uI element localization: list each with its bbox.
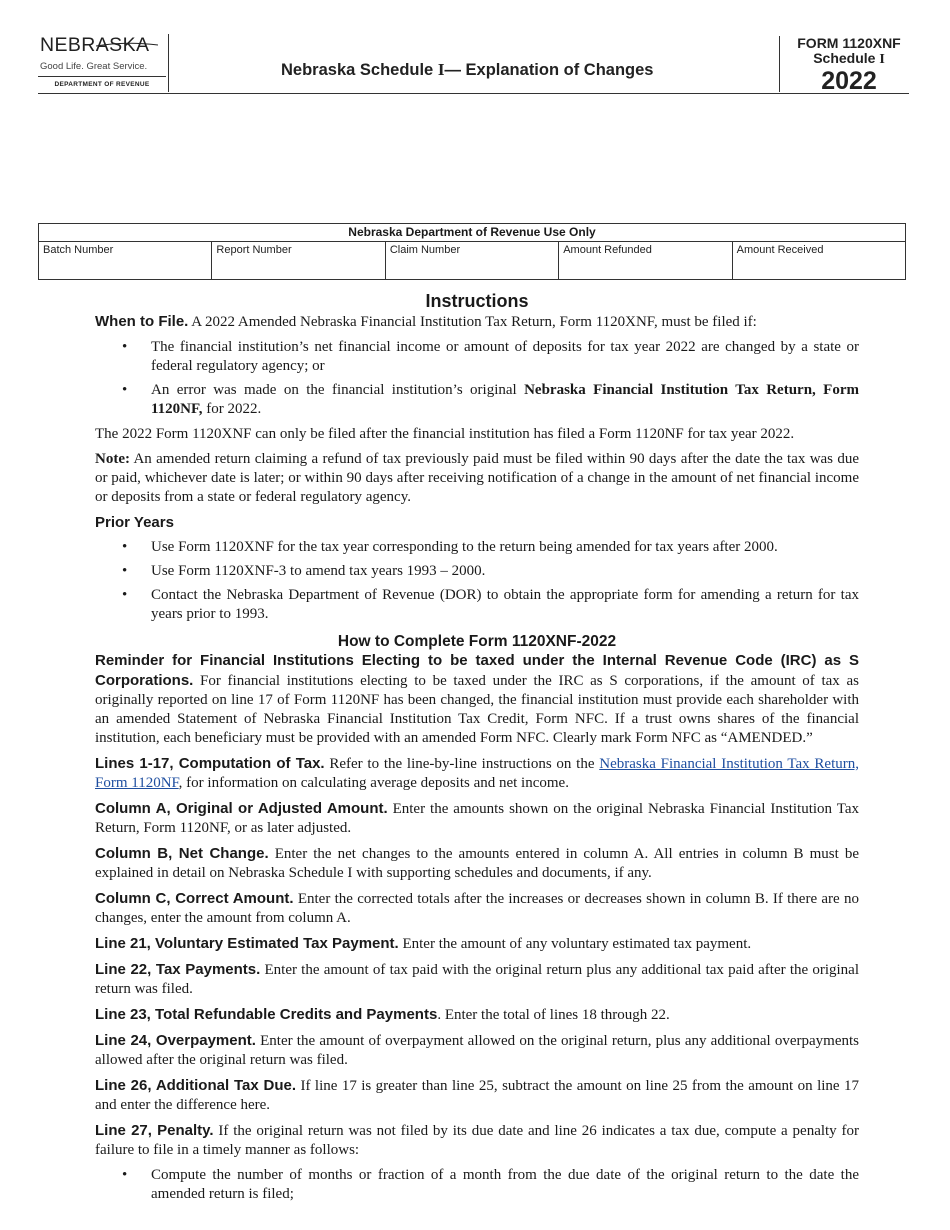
instructions-body bbox=[95, 288, 859, 1210]
column-b-lead: Column B, Net Change. bbox=[95, 845, 269, 862]
line-23-paragraph bbox=[95, 1005, 859, 1025]
list-item: • Use Form 1120XNF-3 to amend tax years 1993 – 2000. bbox=[95, 562, 859, 581]
line-21-paragraph bbox=[95, 934, 859, 954]
reminder-lead: Reminder for Financial Institutions Electing to be taxed under the Internal Revenue Code (IRC) as S Corporations. bbox=[95, 652, 859, 689]
batch-number-field: Batch Number bbox=[39, 242, 212, 279]
schedule-title-roman: I bbox=[437, 60, 445, 79]
line-24-lead: Line 24, Overpayment. bbox=[95, 1032, 256, 1049]
note-paragraph bbox=[95, 450, 859, 507]
line-23-text: . Enter the total of lines 18 through 22. bbox=[437, 1007, 670, 1023]
logo-tagline: Good Life. Great Service. bbox=[40, 61, 148, 72]
when-to-file-lead: When to File. bbox=[95, 313, 189, 330]
column-c-lead: Column C, Correct Amount. bbox=[95, 890, 294, 907]
list-item: • Use Form 1120XNF for the tax year corresponding to the return being amended for tax years after 2000. bbox=[95, 538, 859, 557]
line-27-paragraph bbox=[95, 1121, 859, 1160]
when-to-file-paragraph bbox=[95, 312, 859, 332]
form-1120nf-link[interactable]: Nebraska Financial Institution Tax Return, Form 1120NF bbox=[95, 756, 859, 791]
filed-after-paragraph: The 2022 Form 1120XNF can only be filed after the financial institution has filed a Form 1120NF for tax year 2022. bbox=[95, 426, 795, 442]
form-schedule-roman: I bbox=[879, 52, 885, 67]
note-text: An amended return claiming a refund of tax previously paid must be filed within 90 days after the date the tax was due or paid, whichever date is later; or within 90 days after receiving notification of a change in the amount of net financial income or deposits from a state or federal regulatory agency. bbox=[95, 451, 859, 505]
dor-use-only-box bbox=[38, 223, 906, 280]
line-22-lead: Line 22, Tax Payments. bbox=[95, 961, 261, 978]
bullet-bold-text: Nebraska Financial Institution Tax Return, Form 1120NF, bbox=[151, 382, 859, 417]
column-b-paragraph bbox=[95, 844, 859, 883]
prior-years-list bbox=[95, 538, 859, 624]
list-item: • Compute the number of months or fraction of a month from the due date of the original return to the date the amended return is filed; bbox=[95, 1166, 859, 1204]
report-number-field: Report Number bbox=[212, 242, 385, 279]
line-24-text: Enter the amount of overpayment allowed on the original return, plus any additional overpayments allowed after the original return was filed. bbox=[95, 1033, 859, 1068]
line-26-paragraph bbox=[95, 1076, 859, 1115]
form-schedule bbox=[780, 51, 910, 67]
list-item: • Contact the Nebraska Department of Revenue (DOR) to obtain the appropriate form for amending a return for tax years prior to 1993. bbox=[95, 586, 859, 624]
dor-box-title: Nebraska Department of Revenue Use Only bbox=[39, 224, 905, 242]
how-to-complete-title: How to Complete Form 1120XNF-2022 bbox=[337, 633, 617, 650]
dor-fields-row bbox=[39, 242, 905, 279]
column-a-lead: Column A, Original or Adjusted Amount. bbox=[95, 800, 388, 817]
instructions-title: Instructions bbox=[425, 291, 529, 311]
list-item: • The financial institution’s net financial income or amount of deposits for tax year 2022 are changed by a state or federal regulatory agency; or bbox=[95, 338, 859, 376]
amount-refunded-field: Amount Refunded bbox=[559, 242, 732, 279]
list-item bbox=[95, 381, 859, 419]
column-a-paragraph bbox=[95, 799, 859, 838]
note-lead: Note: bbox=[95, 451, 130, 467]
nebraska-dor-logo bbox=[38, 34, 169, 92]
claim-number-field: Claim Number bbox=[386, 242, 559, 279]
line-21-text: Enter the amount of any voluntary estimated tax payment. bbox=[398, 936, 752, 952]
bullet-text: for 2022. bbox=[202, 401, 262, 417]
reminder-paragraph bbox=[95, 651, 859, 748]
amount-received-field: Amount Received bbox=[736, 244, 824, 256]
reminder-text: For financial institutions electing to be taxed under the IRC as S corporations, if the amount of tax as originally reported on line 17 of Form 1120NF has been changed, the financial institution must provide each shareholder with an amended Statement of Nebraska Financial Institution Tax Credit, Form NFC. If a trust owns shares of the financial institution, each beneficiary must be provided with an amended Form NFC. Clearly mark Form NFC as “AMENDED.” bbox=[95, 673, 859, 746]
lines-1-17-paragraph bbox=[95, 754, 859, 793]
line-27-lead: Line 27, Penalty. bbox=[95, 1122, 214, 1139]
line-24-paragraph bbox=[95, 1031, 859, 1070]
schedule-title-prefix: Nebraska Schedule bbox=[281, 61, 438, 79]
lines-1-17-lead: Lines 1-17, Computation of Tax. bbox=[95, 755, 325, 772]
logo-department: DEPARTMENT OF REVENUE bbox=[38, 76, 166, 88]
lines-1-17-text: Refer to the line-by-line instructions on the bbox=[324, 756, 600, 772]
line-27-list bbox=[95, 1166, 859, 1204]
column-c-paragraph bbox=[95, 889, 859, 928]
schedule-title-suffix: — Explanation of Changes bbox=[444, 61, 654, 79]
logo-wordmark: NEBRASKA bbox=[40, 34, 150, 56]
line-22-text: Enter the amount of tax paid with the original return plus any additional tax paid after the original return was filed. bbox=[95, 962, 859, 997]
header-divider bbox=[38, 93, 909, 94]
lines-1-17-text-end: , for information on calculating average deposits and net income. bbox=[178, 775, 569, 791]
form-schedule-prefix: Schedule bbox=[813, 50, 880, 66]
line-23-lead: Line 23, Total Refundable Credits and Payments bbox=[95, 1006, 438, 1023]
schedule-title bbox=[281, 60, 653, 80]
form-year: 2022 bbox=[821, 67, 877, 95]
prior-years-heading: Prior Years bbox=[95, 514, 174, 531]
logo-swoosh-icon bbox=[96, 42, 158, 48]
line-26-text: If line 17 is greater than line 25, subtract the amount on line 25 from the amount on line 17 and enter the difference here. bbox=[95, 1078, 859, 1113]
column-c-text: Enter the corrected totals after the increases or decreases shown in column B. If there are no changes, enter the amount from column A. bbox=[95, 891, 859, 926]
line-22-paragraph bbox=[95, 960, 859, 999]
line-26-lead: Line 26, Additional Tax Due. bbox=[95, 1077, 297, 1094]
form-id-box bbox=[779, 35, 910, 95]
line-21-lead: Line 21, Voluntary Estimated Tax Payment. bbox=[95, 935, 399, 952]
column-a-text: Enter the amounts shown on the original Nebraska Financial Institution Tax Return, Form 1120NF, or as later adjusted. bbox=[95, 801, 860, 836]
when-to-file-list bbox=[95, 338, 859, 419]
bullet-text: An error was made on the financial institution’s original bbox=[151, 382, 525, 398]
column-b-text: Enter the net changes to the amounts entered in column A. All entries in column B must be explained in detail on Nebraska Schedule I with supporting schedules and documents, if any. bbox=[95, 846, 860, 881]
line-27-text: If the original return was not filed by its due date and line 26 indicates a tax due, compute a penalty for failure to file in a timely manner as follows: bbox=[95, 1123, 859, 1158]
form-number: FORM 1120XNF bbox=[797, 35, 901, 51]
when-to-file-text: A 2022 Amended Nebraska Financial Institution Tax Return, Form 1120XNF, must be filed if: bbox=[188, 314, 757, 330]
